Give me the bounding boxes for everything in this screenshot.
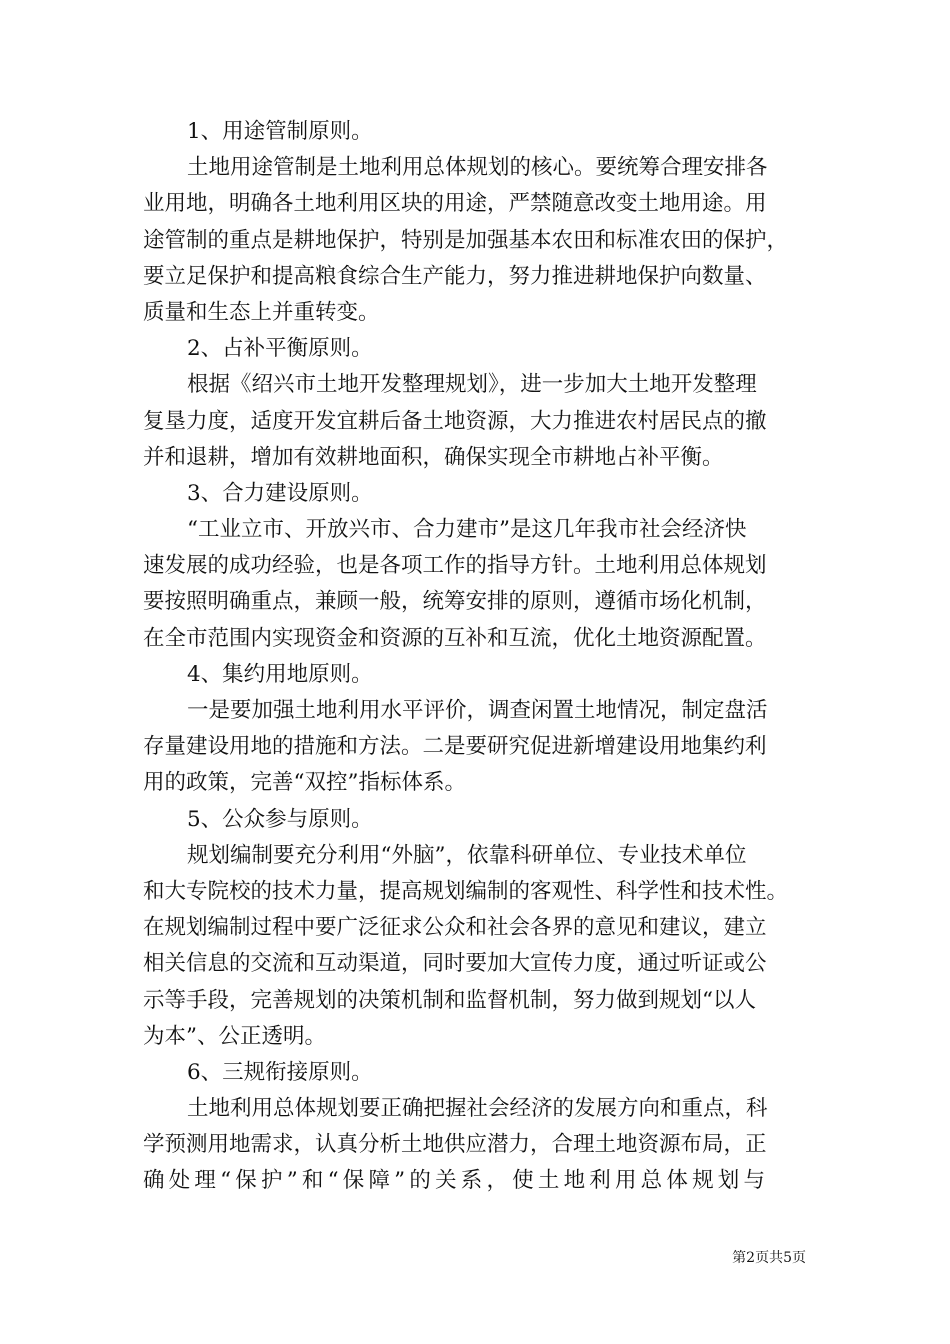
paragraph-line: 和大专院校的技术力量，提高规划编制的客观性、科学性和技术性。 <box>143 878 789 904</box>
heading-principle-6: 6、三规衔接原则。 <box>187 1059 373 1085</box>
paragraph-line: 根据《绍兴市土地开发整理规划》，进一步加大土地开发整理 <box>187 372 757 398</box>
heading-principle-3: 3、合力建设原则。 <box>187 480 373 506</box>
paragraph-line: 示等手段，完善规划的决策机制和监督机制，努力做到规划“以人 <box>143 987 756 1013</box>
heading-principle-5: 5、公众参与原则。 <box>187 806 373 832</box>
paragraph-line: 途管制的重点是耕地保护，特别是加强基本农田和标准农田的保护， <box>143 227 789 253</box>
paragraph-line: 用的政策，完善“双控”指标体系。 <box>143 770 466 796</box>
paragraph-line: 土地利用总体规划要正确把握社会经济的发展方向和重点，科 <box>187 1096 768 1122</box>
paragraph-line: 速发展的成功经验，也是各项工作的指导方针。土地利用总体规划 <box>143 553 767 579</box>
heading-principle-4: 4、集约用地原则。 <box>187 661 373 687</box>
paragraph-line: 要按照明确重点，兼顾一般，统筹安排的原则，遵循市场化机制， <box>143 589 767 615</box>
paragraph-line: 并和退耕，增加有效耕地面积，确保实现全市耕地占补平衡。 <box>143 444 724 470</box>
paragraph-line: 相关信息的交流和互动渠道，同时要加大宣传力度，通过听证或公 <box>143 951 767 977</box>
paragraph-line: “工业立市、开放兴市、合力建市”是这几年我市社会经济快 <box>187 517 747 543</box>
paragraph-line: 在规划编制过程中要广泛征求公众和社会各界的意见和建议，建立 <box>143 915 767 941</box>
paragraph-line: 复垦力度，适度开发宜耕后备土地资源，大力推进农村居民点的撤 <box>143 408 767 434</box>
paragraph-line: 质量和生态上并重转变。 <box>143 299 380 325</box>
paragraph-line: 一是要加强土地利用水平评价，调查闲置土地情况，制定盘活 <box>187 698 768 723</box>
paragraph-line: 土地用途管制是土地利用总体规划的核心。要统筹合理安排各 <box>187 155 768 181</box>
paragraph-line: 存量建设用地的措施和方法。二是要研究促进新增建设用地集约利 <box>143 734 767 760</box>
heading-principle-1: 1、用途管制原则。 <box>187 119 373 144</box>
heading-principle-2: 2、占补平衡原则。 <box>187 336 373 362</box>
paragraph-line: 规划编制要充分利用“外脑”，依靠科研单位、专业技术单位 <box>187 842 747 868</box>
paragraph-line: 在全市范围内实现资金和资源的互补和互流，优化土地资源配置。 <box>143 625 767 651</box>
paragraph-line: 要立足保护和提高粮食综合生产能力，努力推进耕地保护向数量、 <box>143 263 767 289</box>
paragraph-line: 学预测用地需求，认真分析土地供应潜力，合理土地资源布局，正 <box>143 1132 767 1158</box>
document-body <box>143 114 811 1200</box>
paragraph-line: 业用地，明确各土地利用区块的用途，严禁随意改变土地用途。用 <box>143 191 767 217</box>
page-number: 第2页共5页 <box>732 1250 806 1266</box>
paragraph-line: 确处理“保护”和“保障”的关系，使土地利用总体规划与 <box>143 1168 770 1194</box>
paragraph-line: 为本”、公正透明。 <box>143 1023 326 1049</box>
